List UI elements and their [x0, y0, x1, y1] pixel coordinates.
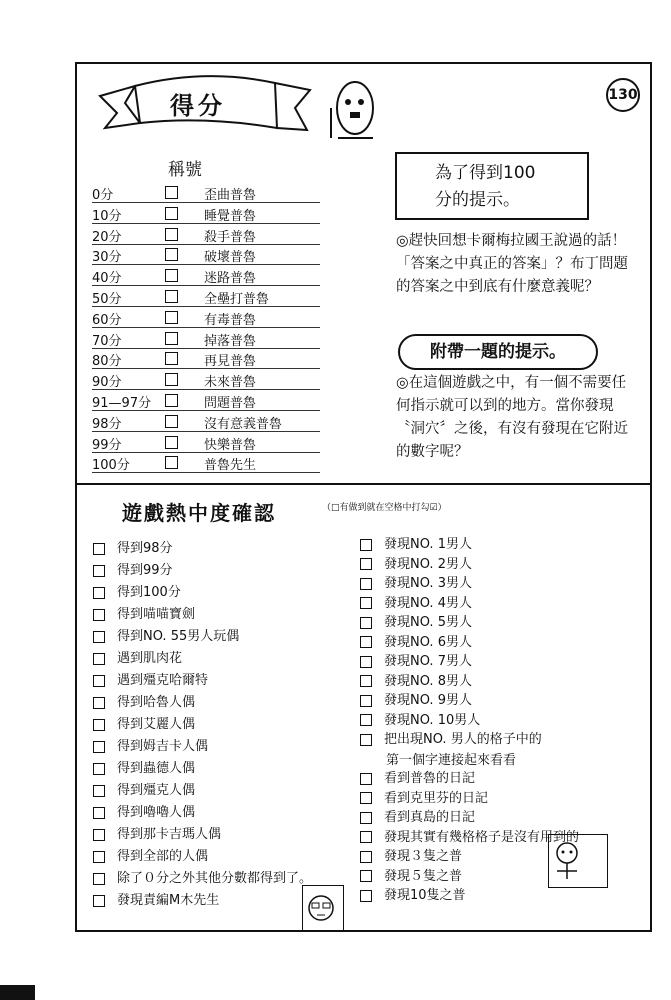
checkbox[interactable]	[360, 734, 372, 746]
rank-checkbox[interactable]	[165, 332, 178, 345]
checklist-item-label: 發現NO. 7男人	[384, 654, 472, 669]
rank-title: 破壞普魯	[204, 250, 257, 266]
checkbox[interactable]	[93, 763, 105, 775]
checklist-item-label: 發現NO. 9男人	[384, 693, 472, 708]
hint-title-line1: 為了得到100	[435, 163, 536, 183]
checklist-item	[360, 711, 480, 731]
checklist-item	[93, 627, 239, 647]
checklist-item	[360, 633, 472, 653]
bonus-hint-text: ◎在這個遊戲之中，有一個不需要任何指示就可以到的地方。當你發現〝洞穴〞之後，有沒有發現在它附近的數字呢？	[396, 375, 628, 460]
rank-title: 沒有意義普魯	[204, 416, 283, 432]
checkbox[interactable]	[360, 675, 372, 687]
checkbox[interactable]	[360, 656, 372, 668]
checklist-title: 遊戲熱中度確認	[122, 501, 276, 525]
rank-title: 快樂普魯	[204, 437, 257, 453]
editor-face-doodle	[302, 885, 344, 932]
rank-score: 30分	[92, 250, 122, 266]
checklist-item	[360, 555, 472, 575]
checklist-item-label: 得到98分	[117, 541, 173, 556]
checkbox[interactable]	[360, 831, 372, 843]
checkbox[interactable]	[93, 609, 105, 621]
checklist-item	[93, 869, 312, 889]
checklist-item	[360, 808, 475, 828]
checklist-item-label: 發現其實有幾格格子是沒有用到的	[384, 829, 580, 845]
checklist-item-label: 得到100分	[117, 585, 181, 600]
checklist-item-label: 得到蟲德人偶	[117, 761, 196, 776]
rank-score: 90分	[92, 375, 122, 391]
checklist-item-label: 遇到殭克哈爾特	[117, 673, 209, 688]
page-title: 得分	[170, 92, 226, 120]
checkbox[interactable]	[360, 773, 372, 785]
rank-checkbox[interactable]	[165, 207, 178, 220]
checklist-item-label: 發現NO. 3男人	[384, 576, 472, 591]
checklist-item-label: 發現NO. 8男人	[384, 673, 472, 689]
rank-checkbox[interactable]	[165, 394, 178, 407]
checklist-item	[93, 693, 195, 713]
rank-title: 問題普魯	[204, 396, 257, 411]
rank-row	[92, 244, 320, 265]
rank-row	[92, 203, 320, 224]
rank-checkbox[interactable]	[165, 373, 178, 386]
ranks-heading: 稱號	[168, 160, 202, 180]
checkbox[interactable]	[360, 597, 372, 609]
checkbox[interactable]	[93, 829, 105, 841]
rank-score: 40分	[92, 271, 122, 287]
hint-text: ◎趕快回想卡爾梅拉國王說過的話！「答案之中真正的答案」？布丁問題的答案之中到底有什麼意義呢？	[396, 233, 628, 295]
hint-title-line2: 分的提示。	[435, 190, 520, 210]
checklist-item-label: 除了０分之外其他分數都得到了。	[117, 871, 313, 886]
rank-score: 50分	[92, 292, 122, 307]
checklist-note: （□有做到就在空格中打勾☑）	[322, 503, 447, 513]
rank-title: 全壘打普魯	[204, 292, 270, 307]
checklist-item	[360, 769, 475, 789]
checklist-item-label: 發現10隻之普	[384, 888, 466, 903]
rank-checkbox[interactable]	[165, 228, 178, 241]
checklist-item	[360, 613, 472, 633]
checklist-item	[93, 759, 195, 779]
section-divider	[75, 483, 652, 485]
checklist-item-label: 得到那卡吉瑪人偶	[117, 827, 222, 842]
checkbox[interactable]	[93, 741, 105, 753]
checklist-item	[93, 847, 208, 867]
rank-checkbox[interactable]	[165, 248, 178, 261]
rank-checkbox[interactable]	[165, 352, 178, 365]
checkbox[interactable]	[93, 587, 105, 599]
checkbox[interactable]	[360, 870, 372, 882]
checklist-item-label: 得到NO. 55男人玩偶	[117, 629, 240, 644]
checkbox[interactable]	[360, 558, 372, 570]
checklist-item	[93, 605, 195, 625]
checkbox[interactable]	[93, 895, 105, 907]
rank-row	[92, 369, 320, 390]
checklist-item	[360, 652, 472, 672]
rank-row	[92, 265, 320, 286]
rank-score: 98分	[92, 416, 122, 432]
checkbox[interactable]	[360, 539, 372, 551]
checkbox[interactable]	[93, 565, 105, 577]
rank-checkbox[interactable]	[165, 186, 178, 199]
checkbox[interactable]	[93, 697, 105, 709]
checkbox[interactable]	[93, 653, 105, 665]
rank-checkbox[interactable]	[165, 311, 178, 324]
rank-score: 91—97分	[92, 396, 152, 411]
checklist-item-label: 看到克里芬的日記	[384, 790, 489, 806]
rank-score: 80分	[92, 354, 122, 370]
checklist-item	[93, 891, 219, 911]
rank-row	[92, 432, 320, 453]
checklist-item	[360, 867, 462, 887]
rank-row	[92, 452, 320, 473]
rank-title: 迷路普魯	[204, 271, 257, 287]
checklist-item	[93, 649, 182, 669]
rank-row	[92, 328, 320, 349]
checklist-item-label: 發現NO. 4男人	[384, 595, 472, 611]
page-number: 130	[606, 78, 640, 112]
rank-title: 未來普魯	[204, 375, 257, 391]
rank-title: 掉落普魯	[204, 333, 257, 349]
checklist-item	[360, 672, 472, 692]
hint-title	[435, 160, 575, 214]
rank-checkbox[interactable]	[165, 456, 178, 469]
rank-title: 有毒普魯	[204, 312, 257, 328]
checklist-item	[93, 539, 173, 559]
checkbox[interactable]	[360, 851, 372, 863]
rank-score: 10分	[92, 208, 122, 224]
checklist-item-label: 看到真島的日記	[384, 810, 476, 825]
rank-title: 再見普魯	[204, 354, 257, 370]
page-corner-mark	[0, 985, 35, 1000]
rank-score: 20分	[92, 229, 122, 245]
checklist-item-label: 看到普魯的日記	[384, 771, 476, 786]
checklist-item	[360, 730, 542, 750]
rank-title: 普魯先生	[204, 458, 257, 474]
checklist-item	[360, 886, 466, 906]
checkbox[interactable]	[93, 631, 105, 643]
checklist-item-label: 發現３隻之普	[384, 849, 463, 864]
checklist-item-label: 發現NO. 5男人	[384, 615, 472, 630]
checklist-item-label: 得到嚕嚕人偶	[117, 805, 196, 820]
mascot-illustration	[328, 78, 378, 148]
checklist-item	[93, 715, 195, 735]
checklist-item-label: 得到喵喵寶劍	[117, 607, 196, 622]
rank-checkbox[interactable]	[165, 269, 178, 282]
checkbox[interactable]	[360, 714, 372, 726]
checkbox[interactable]	[360, 636, 372, 648]
checkbox[interactable]	[360, 792, 372, 804]
checkbox[interactable]	[360, 695, 372, 707]
rank-checkbox[interactable]	[165, 290, 178, 303]
checklist-item	[93, 825, 221, 845]
checklist-item	[360, 828, 579, 848]
checkbox[interactable]	[360, 578, 372, 590]
checklist-item-label: 發現５隻之普	[384, 868, 463, 884]
checklist-item-label: 得到艾麗人偶	[117, 717, 196, 732]
rank-score: 60分	[92, 312, 122, 328]
checklist-item-label: 得到哈魯人偶	[117, 695, 196, 710]
checkbox[interactable]	[93, 851, 105, 863]
checklist-item-label: 發現NO. 2男人	[384, 556, 472, 572]
checklist-item-label: 遇到肌肉花	[117, 651, 183, 666]
rank-row	[92, 390, 320, 411]
checklist-item	[360, 691, 472, 711]
rank-score: 0分	[92, 188, 114, 203]
checklist-item-label: 得到殭克人偶	[117, 783, 196, 798]
rank-score: 100分	[92, 458, 130, 474]
checklist-continuation: 第一個字連接起來看看	[386, 753, 517, 768]
zhipu-doodle	[548, 834, 608, 888]
checklist-item	[360, 847, 462, 867]
rank-row	[92, 348, 320, 369]
rank-row	[92, 182, 320, 203]
rank-checkbox[interactable]	[165, 436, 178, 449]
checklist-item-label: 發現NO. 1男人	[384, 537, 472, 552]
checklist-item-label: 得到全部的人偶	[117, 849, 209, 864]
checklist-item	[93, 737, 208, 757]
checklist-item	[93, 561, 173, 581]
rank-title: 殺手普魯	[204, 229, 257, 245]
rank-row	[92, 307, 320, 328]
checklist-item	[93, 781, 195, 801]
checkbox[interactable]	[93, 873, 105, 885]
checkbox[interactable]	[93, 543, 105, 555]
rank-score: 70分	[92, 333, 122, 349]
checkbox[interactable]	[93, 675, 105, 687]
checklist-item	[360, 594, 472, 614]
checkbox[interactable]	[360, 812, 372, 824]
checklist-item-label: 發現NO. 10男人	[384, 712, 481, 728]
rank-title: 睡覺普魯	[204, 208, 257, 224]
checklist-item	[360, 789, 488, 809]
checkbox[interactable]	[93, 785, 105, 797]
checklist-item	[93, 671, 208, 691]
rank-title: 歪曲普魯	[204, 188, 257, 203]
checklist-item	[360, 535, 472, 555]
rank-score: 99分	[92, 437, 122, 453]
rank-row	[92, 411, 320, 432]
checklist-item-label: 得到99分	[117, 563, 173, 578]
checklist-item-label: 得到姆吉卡人偶	[117, 739, 209, 754]
checkbox[interactable]	[93, 719, 105, 731]
rank-row	[92, 286, 320, 307]
checklist-item	[93, 803, 195, 823]
rank-row	[92, 224, 320, 245]
rank-checkbox[interactable]	[165, 415, 178, 428]
checklist-item-label: 把出現NO. 男人的格子中的	[384, 732, 542, 747]
checklist-item	[360, 574, 472, 594]
checklist-item	[93, 583, 181, 603]
checklist-item-label: 發現NO. 6男人	[384, 634, 472, 650]
checkbox[interactable]	[93, 807, 105, 819]
checkbox[interactable]	[360, 890, 372, 902]
bonus-hint-title: 附帶一題的提示。	[398, 334, 598, 370]
checklist-item-label: 發現責編M木先生	[117, 893, 220, 908]
checkbox[interactable]	[360, 617, 372, 629]
